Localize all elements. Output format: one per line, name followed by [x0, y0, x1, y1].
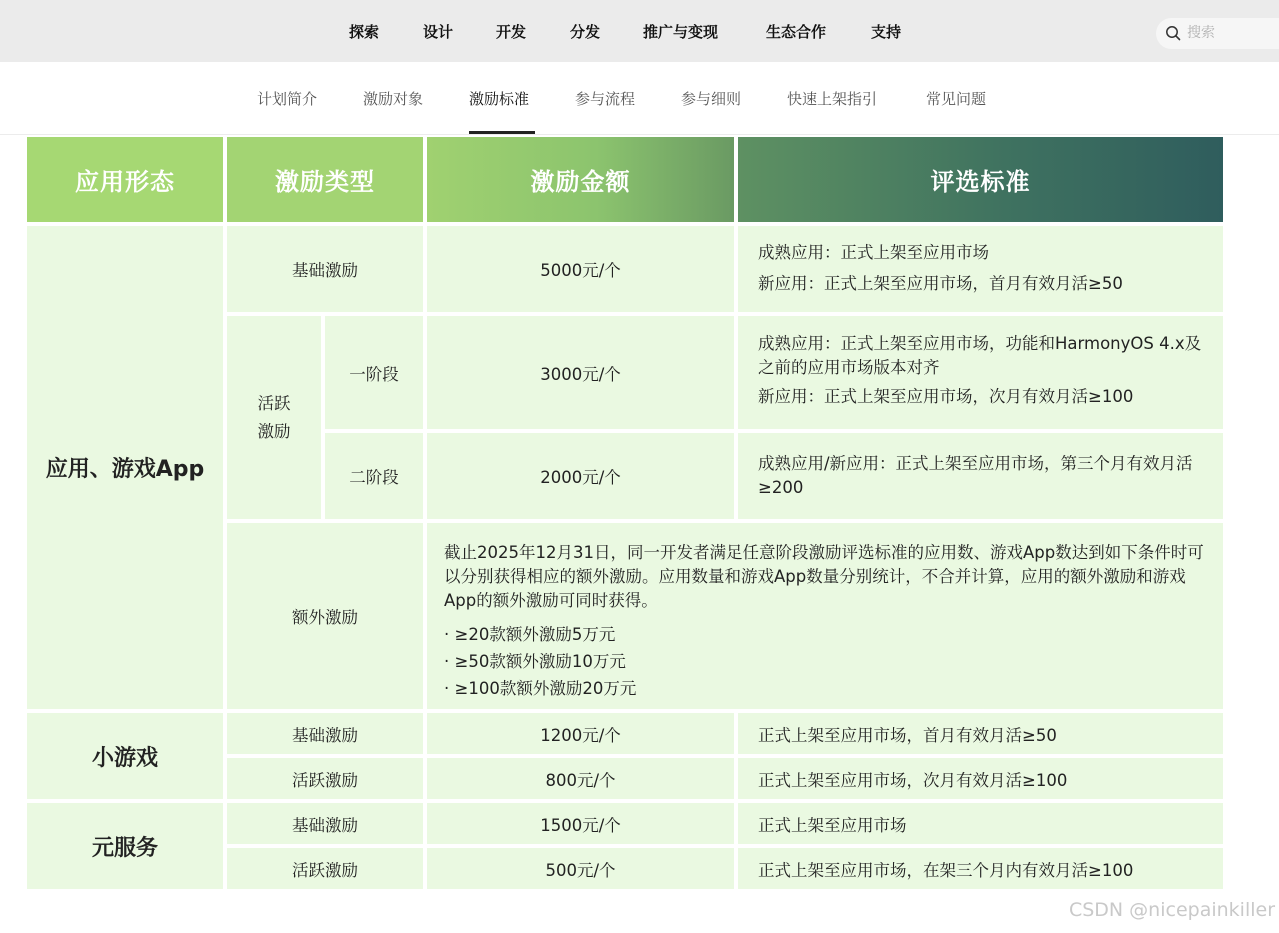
stage-two: 二阶段: [325, 433, 423, 519]
criteria-line: 成熟应用：正式上架至应用市场: [758, 243, 989, 262]
active-tab-indicator: [469, 131, 535, 134]
criteria-stage-two: [738, 433, 1223, 519]
list-item: · ≥50款额外激励10万元: [444, 648, 1213, 675]
nav-support[interactable]: 支持: [871, 23, 902, 41]
tab-standards[interactable]: 激励标准: [469, 90, 530, 108]
stage-one: 一阶段: [325, 316, 423, 429]
criteria-line: 新应用：正式上架至应用市场，次月有效月活≥100: [758, 387, 1134, 406]
extra-description: [427, 523, 1223, 709]
nav-design[interactable]: 设计: [423, 23, 454, 41]
type-service-active: 活跃激励: [227, 848, 423, 889]
criteria-service-basic: 正式上架至应用市场: [738, 803, 1223, 844]
header-criteria: 评选标准: [738, 137, 1223, 222]
form-atomic-service: 元服务: [27, 803, 223, 889]
tab-targets[interactable]: 激励对象: [363, 90, 424, 108]
watermark: CSDN @nicepainkiller: [1068, 899, 1275, 921]
type-mini-active: 活跃激励: [227, 758, 423, 799]
extra-tier-list: [444, 621, 1213, 702]
criteria-service-active: 正式上架至应用市场，在架三个月内有效月活≥100: [738, 848, 1223, 889]
nav-ecosystem[interactable]: 生态合作: [766, 23, 827, 41]
type-service-basic: 基础激励: [227, 803, 423, 844]
criteria-stage-one: [738, 316, 1223, 429]
amount-service-active: 500元/个: [427, 848, 734, 889]
criteria-mini-basic: 正式上架至应用市场，首月有效月活≥50: [738, 713, 1223, 754]
list-item: · ≥20款额外激励5万元: [444, 621, 1213, 648]
type-basic: 基础激励: [227, 226, 423, 312]
type-extra: 额外激励: [227, 523, 423, 709]
criteria-line: 成熟应用：正式上架至应用市场，功能和HarmonyOS 4.x及之前的应用市场版本对齐: [758, 334, 1202, 377]
tab-process[interactable]: 参与流程: [575, 90, 636, 108]
search-icon: [1165, 25, 1181, 41]
form-mini-game: 小游戏: [27, 713, 223, 799]
nav-promote[interactable]: 推广与变现: [643, 23, 719, 41]
amount-mini-active: 800元/个: [427, 758, 734, 799]
extra-text: 截止2025年12月31日，同一开发者满足任意阶段激励评选标准的应用数、游戏App数达到如下条件时可以分别获得相应的额外激励。应用数量和游戏App数量分别统计，不合并计算，应用的额外激励和游戏App的额外激励可同时获得。: [444, 543, 1204, 610]
amount-stage-two: 2000元/个: [427, 433, 734, 519]
amount-basic: 5000元/个: [427, 226, 734, 312]
criteria-line: 成熟应用/新应用：正式上架至应用市场，第三个月有效月活≥200: [758, 454, 1193, 497]
type-active: 活跃 激励: [227, 316, 321, 519]
type-mini-basic: 基础激励: [227, 713, 423, 754]
tab-quick-guide[interactable]: 快速上架指引: [787, 90, 878, 108]
criteria-line: 新应用：正式上架至应用市场，首月有效月活≥50: [758, 274, 1123, 293]
criteria-basic: [738, 226, 1223, 312]
header-form: 应用形态: [27, 137, 223, 222]
form-app-game: 应用、游戏App: [27, 226, 223, 709]
nav-explore[interactable]: 探索: [349, 23, 380, 41]
search-placeholder: 搜索: [1187, 25, 1215, 41]
amount-stage-one: 3000元/个: [427, 316, 734, 429]
nav-develop[interactable]: 开发: [496, 23, 527, 41]
amount-mini-basic: 1200元/个: [427, 713, 734, 754]
search-box[interactable]: [1156, 18, 1279, 49]
criteria-mini-active: 正式上架至应用市场，次月有效月活≥100: [738, 758, 1223, 799]
list-item: · ≥100款额外激励20万元: [444, 675, 1213, 702]
sub-nav: [0, 62, 1279, 135]
tab-faq[interactable]: 常见问题: [926, 90, 987, 108]
tab-plan-intro[interactable]: 计划简介: [257, 90, 318, 108]
top-nav: [0, 0, 1279, 62]
header-type: 激励类型: [227, 137, 423, 222]
header-amount: 激励金额: [427, 137, 734, 222]
nav-distribute[interactable]: 分发: [570, 23, 601, 41]
tab-rules[interactable]: 参与细则: [681, 90, 742, 108]
amount-service-basic: 1500元/个: [427, 803, 734, 844]
